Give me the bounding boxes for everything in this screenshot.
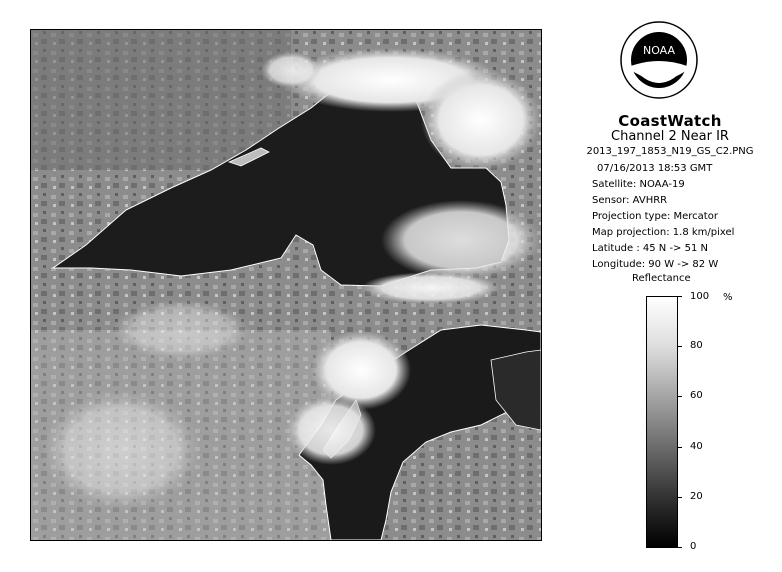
cloud-northeast — [421, 70, 541, 170]
colorbar-ticks — [646, 291, 710, 552]
satellite-label: Satellite: NOAA-19 — [592, 179, 685, 190]
cloud-north-small — [261, 52, 321, 88]
sensor-label: Sensor: AVHRR — [592, 195, 668, 206]
colorbar-tick-label: 100 — [690, 291, 710, 302]
colorbar-tick — [678, 296, 682, 297]
cloud-south-center — [286, 395, 376, 465]
cloud-east — [381, 200, 541, 280]
channel-label: Channel 2 Near IR — [611, 129, 729, 144]
colorbar-tick-label: 60 — [690, 390, 703, 401]
colorbar-tick-label: 40 — [690, 441, 703, 452]
colorbar-tick-label: 0 — [690, 541, 697, 552]
satellite-image — [30, 29, 542, 541]
legend-unit: % — [723, 292, 733, 303]
cloud-west — [111, 300, 251, 360]
date-time: 07/16/2013 18:53 GMT — [597, 163, 713, 174]
colorbar-tick-label: 80 — [690, 340, 703, 351]
colorbar-tick — [678, 447, 682, 448]
cloud-east-lake — [361, 272, 501, 304]
longitude-range: Longitude: 90 W -> 82 W — [592, 259, 719, 270]
colorbar-tick-label: 20 — [690, 491, 703, 502]
colorbar-tick — [678, 497, 682, 498]
satellite-map — [31, 30, 541, 540]
colorbar-tick — [678, 396, 682, 397]
legend-title: Reflectance — [632, 273, 691, 284]
cloud-southwest — [41, 390, 201, 510]
colorbar-tick — [678, 346, 682, 347]
colorbar-tick — [678, 547, 682, 548]
latitude-range: Latitude : 45 N -> 51 N — [592, 243, 708, 254]
projection-type: Projection type: Mercator — [592, 211, 718, 222]
product-title: CoastWatch — [618, 112, 722, 130]
file-name: 2013_197_1853_N19_GS_C2.PNG — [586, 146, 754, 157]
noaa-logo — [619, 20, 699, 108]
map-projection: Map projection: 1.8 km/pixel — [592, 227, 735, 238]
logo-text: NOAA — [642, 44, 676, 57]
